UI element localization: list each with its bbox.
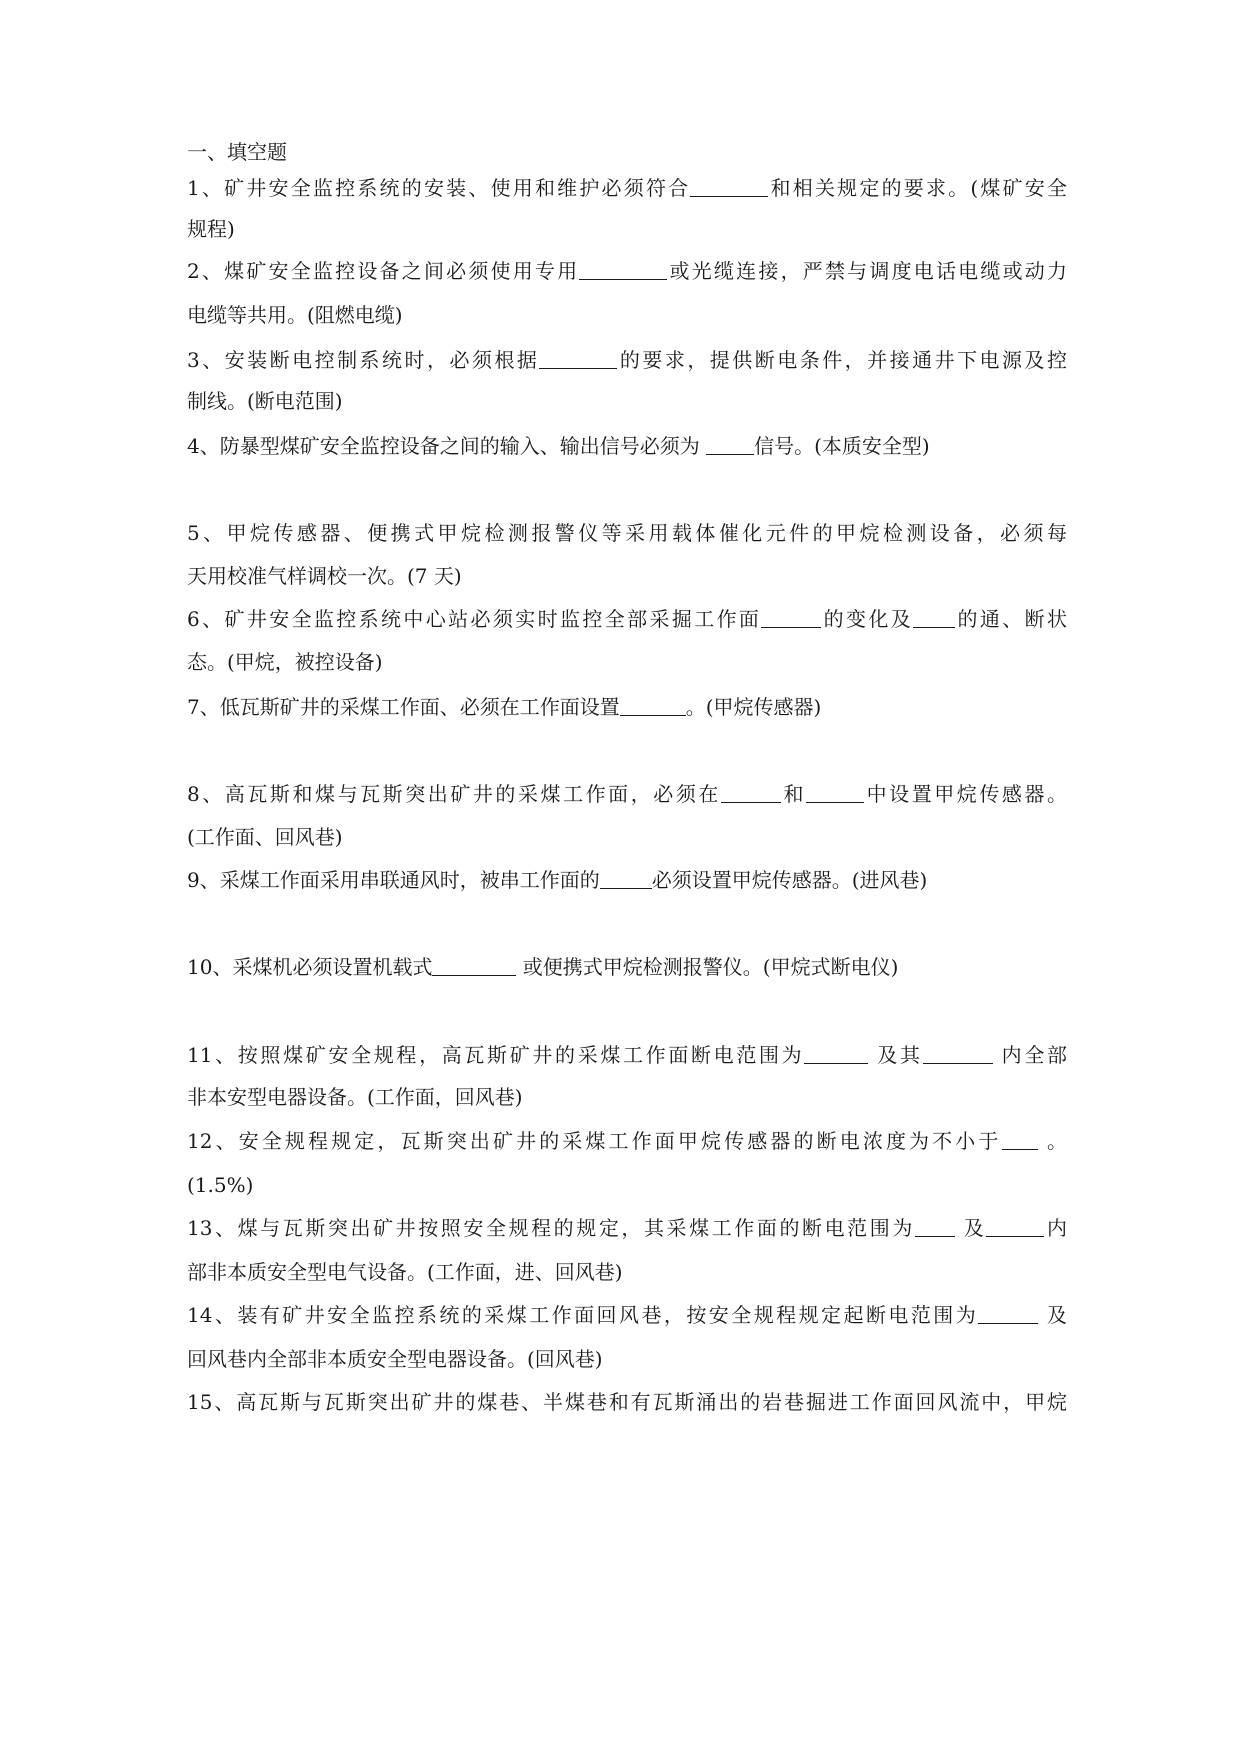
q4-text-a: 4、防暴型煤矿安全监控设备之间的输入、输出信号必须为 [187, 434, 707, 458]
q8-text-c: 中设置甲烷传感器。 [864, 782, 1067, 806]
q10-text-b: 或便携式甲烷检测报警仪。(甲烷式断电仪) [516, 955, 899, 979]
question-3-line-1 [187, 346, 1067, 374]
q1-text-c: 规程) [187, 217, 235, 241]
q2-text-a: 2、煤矿安全监控设备之间必须使用专用 [187, 259, 580, 283]
q6-text-c: 的通、断状 [955, 607, 1067, 631]
q5-text-b: 天用校准气样调校一次。(7 天) [187, 564, 462, 588]
q2-text-b: 或光缆连接，严禁与调度电话电缆或动力 [667, 259, 1067, 283]
question-9-line-1 [187, 866, 1067, 894]
q6-text-d: 态。(甲烷，被控设备) [187, 650, 383, 674]
q13-blank-2 [986, 1216, 1044, 1237]
q14-blank [978, 1303, 1038, 1324]
question-1-line-2 [187, 215, 1067, 243]
question-6-line-1 [187, 605, 1067, 633]
q5-text-a: 5、甲烷传感器、便携式甲烷检测报警仪等采用载体催化元件的甲烷检测设备，必须每 [187, 521, 1067, 545]
q9-text-b: 必须设置甲烷传感器。(进风巷) [651, 868, 928, 892]
question-2-line-1 [187, 257, 1067, 285]
q11-text-d: 非本安型电器设备。(工作面，回风巷) [187, 1085, 523, 1109]
q4-text-b: 信号。(本质安全型) [754, 434, 930, 458]
q13-text-b: 及 [954, 1216, 987, 1240]
q3-text-c: 制线。(断电范围) [187, 389, 343, 413]
question-13-line-1 [187, 1214, 1067, 1242]
q8-text-b: 和 [780, 782, 807, 806]
question-11-line-2 [187, 1083, 1067, 1111]
q13-text-d: 部非本质安全型电气设备。(工作面，进、回风巷) [187, 1260, 623, 1284]
q3-text-b: 的要求，提供断电条件，并接通井下电源及控 [617, 348, 1067, 372]
question-14-line-1 [187, 1301, 1067, 1329]
question-6-line-2 [187, 648, 1067, 676]
q8-text-a: 8、高瓦斯和煤与瓦斯突出矿井的采煤工作面，必须在 [187, 782, 721, 806]
q11-blank-2 [923, 1043, 993, 1064]
q3-text-a: 3、安装断电控制系统时，必须根据 [187, 348, 540, 372]
q10-text-a: 10、采煤机必须设置机载式 [187, 955, 433, 979]
q11-text-a: 11、按照煤矿安全规程，高瓦斯矿井的采煤工作面断电范围为 [187, 1043, 805, 1067]
question-4-line-1 [187, 432, 1067, 460]
q12-text-c: (1.5%) [187, 1173, 254, 1197]
q1-text-a: 1、矿井安全监控系统的安装、使用和维护必须符合 [187, 176, 691, 200]
question-8-line-2 [187, 823, 1067, 851]
q6-blank-1 [761, 607, 821, 628]
q6-blank-2 [913, 607, 955, 628]
q1-text-b: 和相关规定的要求。(煤矿安全 [768, 176, 1067, 200]
q14-text-b: 及 [1038, 1303, 1067, 1327]
q11-text-b: 及其 [868, 1043, 923, 1067]
q6-text-a: 6、矿井安全监控系统中心站必须实时监控全部采掘工作面 [187, 607, 762, 631]
q9-blank [600, 868, 652, 889]
q2-text-c: 电缆等共用。(阻燃电缆) [187, 303, 403, 327]
q9-text-a: 9、采煤工作面采用串联通风时，被串工作面的 [187, 868, 600, 892]
question-14-line-2 [187, 1345, 1067, 1373]
question-12-line-2 [187, 1171, 1067, 1199]
q7-text-a: 7、低瓦斯矿井的采煤工作面、必须在工作面设置 [187, 695, 620, 719]
q8-blank-2 [806, 782, 864, 803]
q12-text-a: 12、安全规程规定，瓦斯突出矿井的采煤工作面甲烷传感器的断电浓度为不小于 [187, 1129, 1002, 1153]
question-7-line-1 [187, 693, 1067, 721]
question-3-line-2 [187, 387, 1067, 415]
q13-text-a: 13、煤与瓦斯突出矿井按照安全规程的规定，其采煤工作面的断电范围为 [187, 1216, 915, 1240]
q10-blank [432, 955, 516, 976]
question-15-line-1 [187, 1388, 1067, 1416]
q2-blank [579, 259, 667, 280]
q12-blank [1002, 1129, 1038, 1150]
q1-blank [690, 176, 768, 197]
question-12-line-1 [187, 1127, 1067, 1155]
q13-text-c: 内 [1044, 1216, 1067, 1240]
section-title [187, 138, 1067, 166]
question-11-line-1 [187, 1041, 1067, 1069]
q11-text-c: 内全部 [992, 1043, 1067, 1067]
q4-blank [706, 434, 754, 455]
question-2-line-2 [187, 301, 1067, 329]
question-13-line-2 [187, 1258, 1067, 1286]
question-10-line-1 [187, 953, 1067, 981]
question-5-line-2 [187, 562, 1067, 590]
question-5-line-1 [187, 519, 1067, 547]
q7-blank [620, 695, 686, 716]
question-8-line-1 [187, 780, 1067, 808]
q14-text-c: 回风巷内全部非本质安全型电器设备。(回风巷) [187, 1347, 603, 1371]
q14-text-a: 14、装有矿井安全监控系统的采煤工作面回风巷，按安全规程规定起断电范围为 [187, 1303, 979, 1327]
q12-text-b: 。 [1037, 1129, 1067, 1153]
q13-blank-1 [915, 1216, 955, 1237]
q6-text-b: 的变化及 [821, 607, 914, 631]
q11-blank-1 [804, 1043, 868, 1064]
q8-blank-1 [721, 782, 781, 803]
q15-text-a: 15、高瓦斯与瓦斯突出矿井的煤巷、半煤巷和有瓦斯涌出的岩巷掘进工作面回风流中，甲烷 [187, 1390, 1067, 1414]
section-title-text: 一、填空题 [187, 140, 287, 164]
q7-text-b: 。(甲烷传感器) [685, 695, 822, 719]
question-1-line-1 [187, 174, 1067, 202]
q8-text-d: (工作面、回风巷) [187, 825, 343, 849]
q3-blank [539, 348, 617, 369]
